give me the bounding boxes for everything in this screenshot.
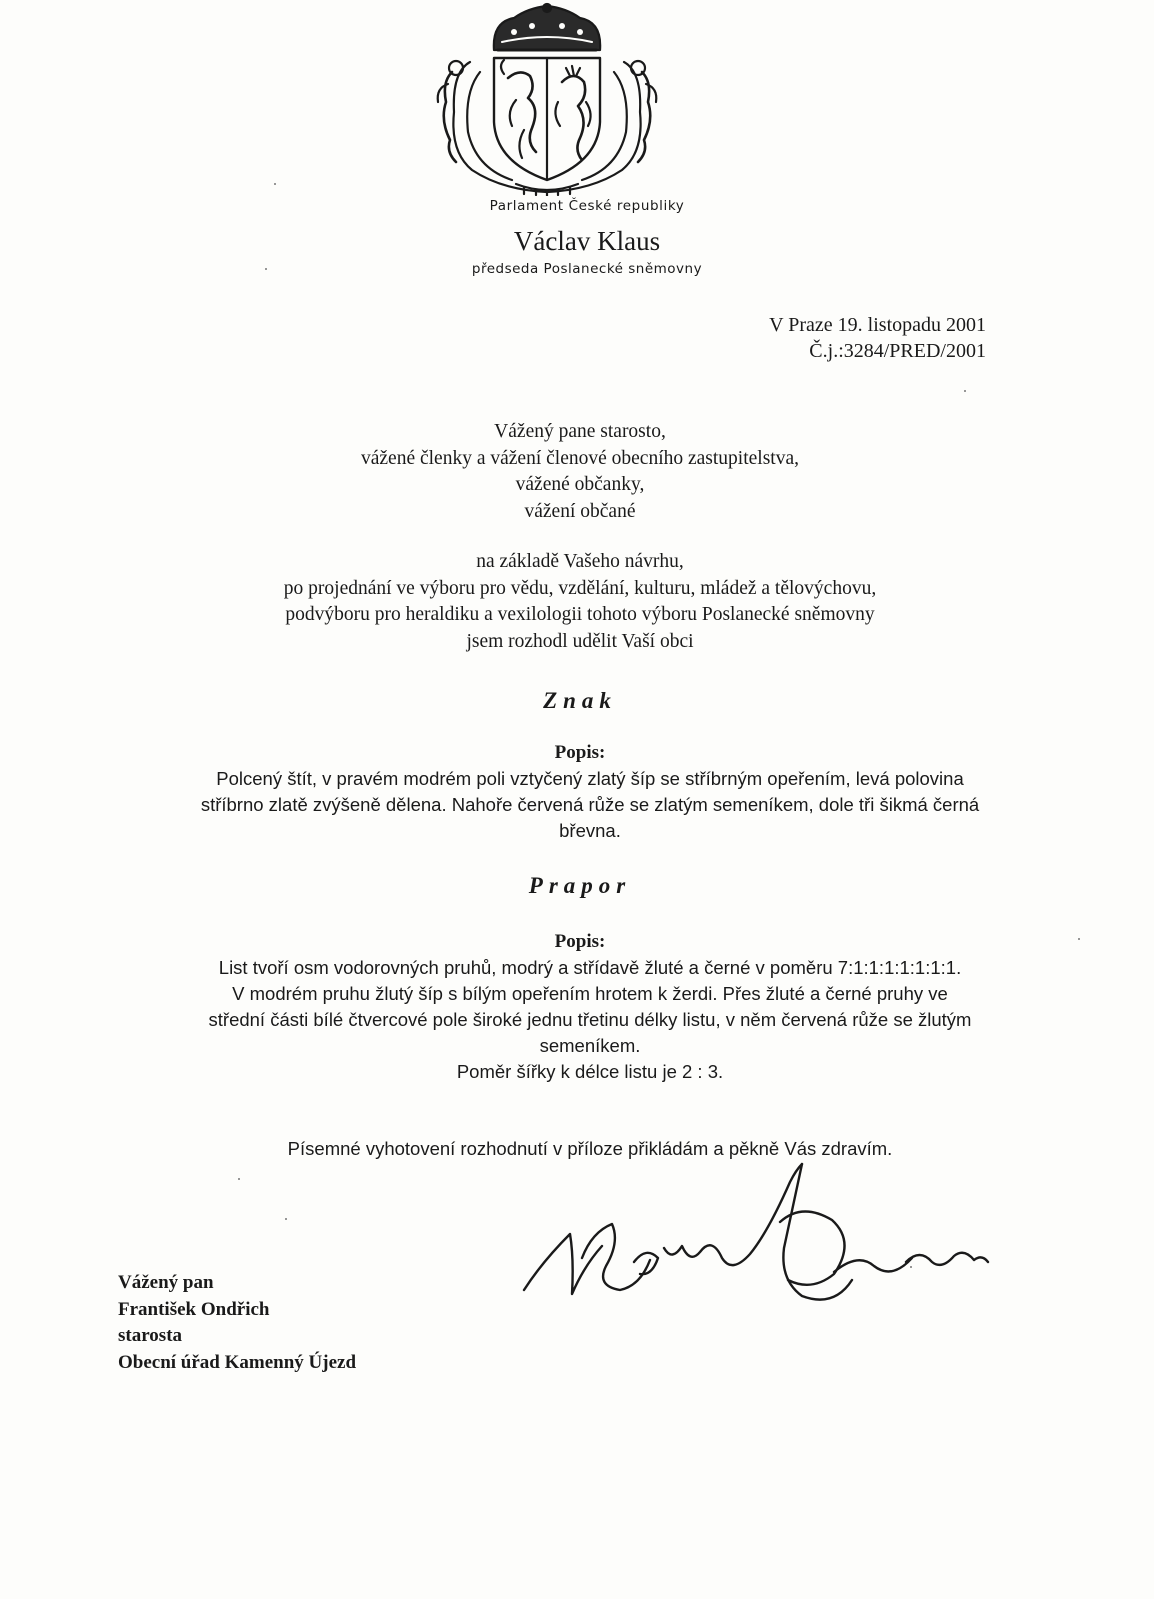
prapor-description-line: List tvoří osm vodorovných pruhů, modrý a střídavě žluté a černé v poměru 7:1:1:1:1:1:1:1. [218,957,962,978]
intro-line: po projednání ve výboru pro vědu, vzdělání, kulturu, mládež a tělovýchovu, [283,577,877,599]
prapor-description-line: semeníkem. [539,1035,641,1056]
znak-description-line: stříbrno zlatě zvýšeně dělena. Nahoře červená růže se zlatým semeníkem, dole tři šikmá černá [200,794,980,815]
institution-name: Parlament České republiky [489,198,685,214]
addressee-block [118,1270,356,1376]
salutation-line: vážení občané [524,500,636,522]
addressee-line: Obecní úřad Kamenný Újezd [118,1351,357,1373]
znak-popis-label: Popis: [554,742,606,763]
reference-number: Č.j.:3284/PRED/2001 [809,340,986,362]
prapor-description-line: V modrém pruhu žlutý šíp s bílým opeřením hrotem k žerdi. Přes žluté a černé pruhy ve [232,983,948,1004]
closing-sentence: Písemné vyhotovení rozhodnutí v příloze přikládám a pěkně Vás zdravím. [287,1138,893,1159]
prapor-description-line: střední části bílé čtvercové pole široké jednu třetinu délky listu, v něm červená růže se žlutým [208,1009,972,1030]
scan-speck [1078,938,1080,940]
salutation-line: Vážený pane starosto, [494,421,666,442]
date-reference-block [769,312,986,364]
intro-line: jsem rozhodl udělit Vaší obci [466,630,694,652]
intro-paragraph [80,549,1080,655]
addressee-line: Vážený pan [118,1272,214,1293]
znak-heading: Znak [543,688,617,713]
scan-speck [274,183,276,185]
salutation-line: vážené členky a vážení členové obecního zastupitelstva, [360,447,799,469]
prapor-description-line: Poměr šířky k délce listu je 2 : 3. [456,1061,724,1082]
sender-role: předseda Poslanecké sněmovny [471,261,703,277]
signature-image [522,1162,992,1312]
place-date: V Praze 19. listopadu 2001 [769,314,986,336]
addressee-line: František Ondřich [118,1298,270,1320]
intro-line: podvýboru pro heraldiku a vexilologii tohoto výboru Poslanecké sněmovny [285,604,875,625]
sender-name: Václav Klaus [513,226,661,256]
parliament-emblem-icon [432,2,662,196]
prapor-heading: Prapor [528,873,632,898]
znak-description [90,766,1090,844]
znak-description-line: břevna. [559,820,621,841]
prapor-description [90,955,1090,1085]
znak-description-line: Polcený štít, v pravém modrém poli vztyčený zlatý šíp se stříbrným opeřením, levá polovina [216,768,964,789]
scan-speck [964,390,966,392]
intro-line: na základě Vašeho návrhu, [476,551,684,572]
scan-speck [265,268,267,270]
addressee-line: starosta [118,1325,183,1346]
scan-speck [238,1178,240,1180]
salutation-line: vážené občanky, [515,474,645,495]
prapor-popis-label: Popis: [554,931,606,952]
scan-speck [910,1266,912,1268]
scan-speck [285,1218,287,1220]
salutation [80,419,1080,525]
